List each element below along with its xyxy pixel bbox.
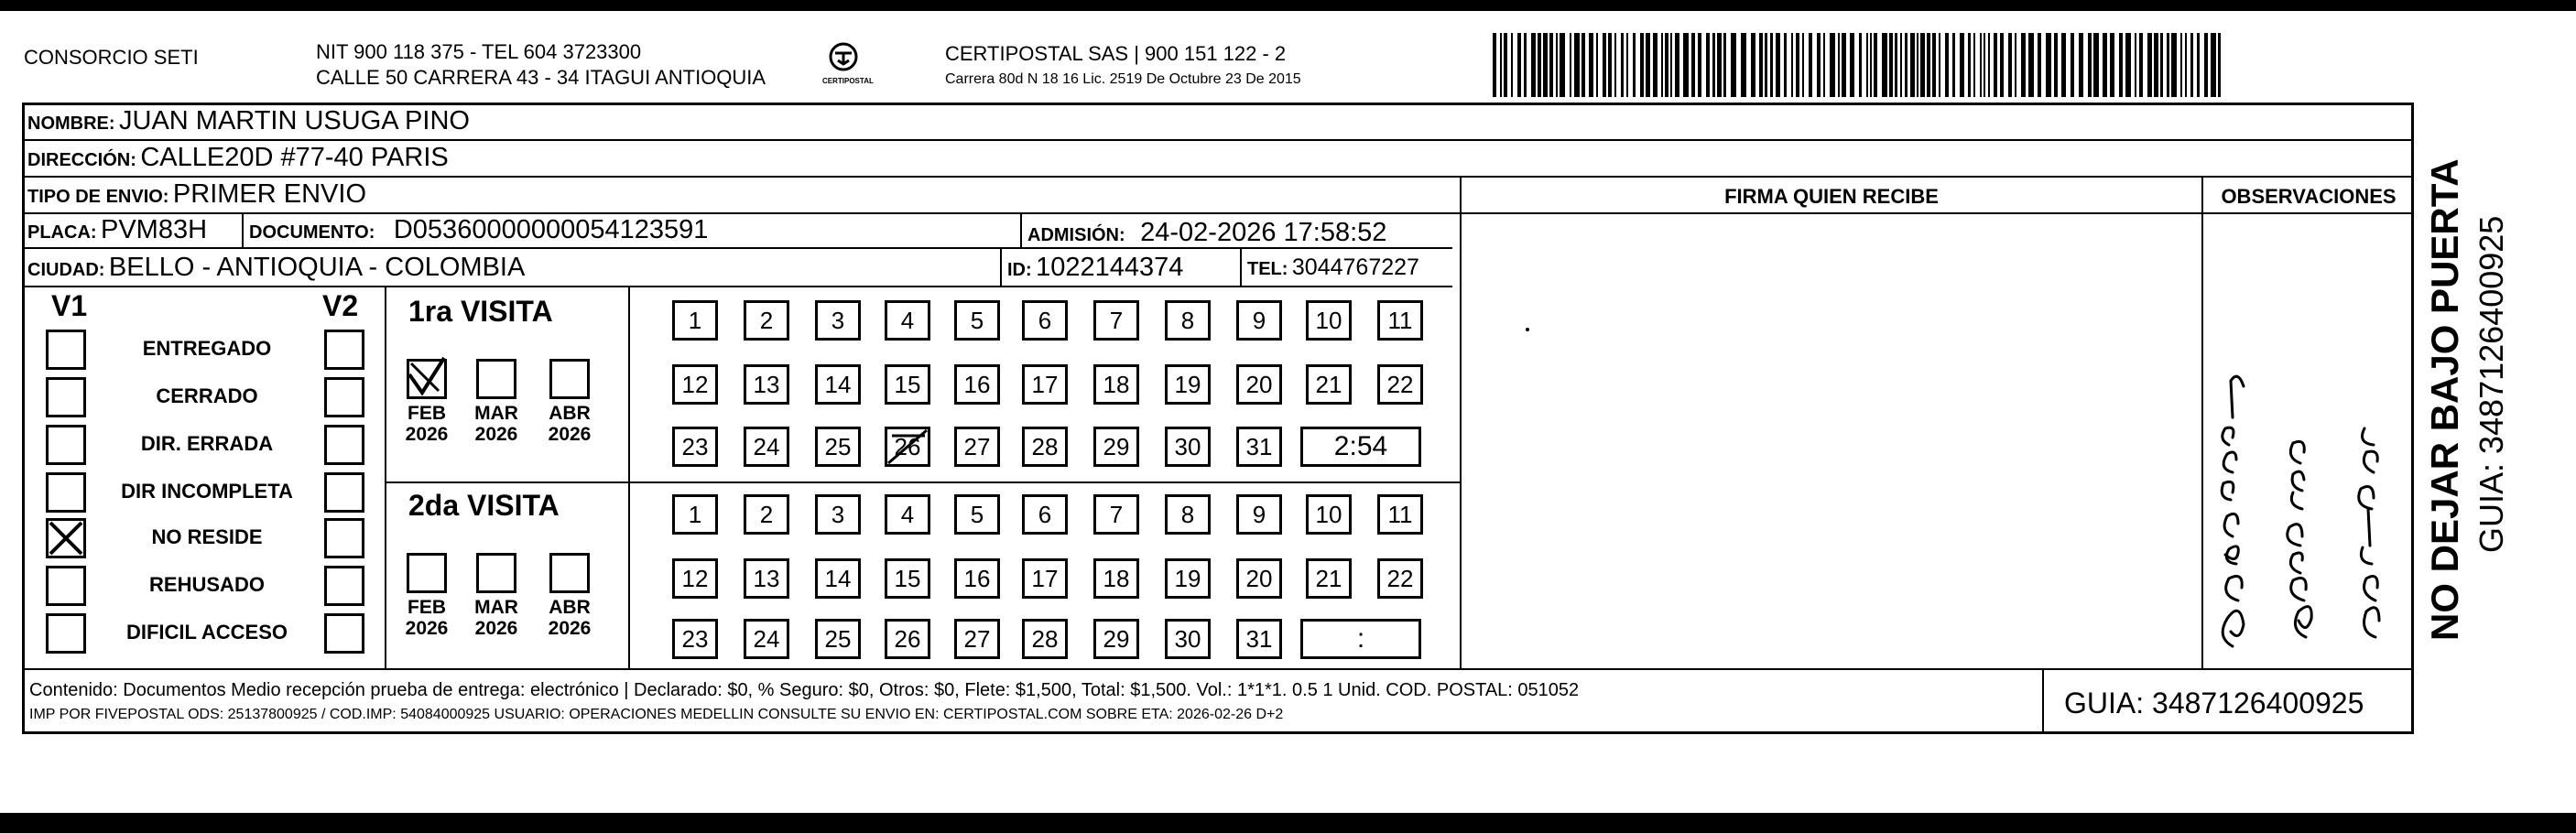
barcode-bar — [1538, 33, 1541, 97]
day-box[interactable]: 30 — [1165, 427, 1211, 467]
barcode-bar — [1759, 33, 1763, 97]
barcode-bar — [1939, 33, 1940, 97]
day-box[interactable]: 10 — [1306, 300, 1352, 341]
day-box[interactable]: 12 — [672, 558, 718, 599]
tel-field — [1247, 256, 1419, 279]
barcode-bar — [1945, 33, 1949, 97]
barcode-bar — [2218, 33, 2221, 97]
day-box[interactable]: 1 — [672, 300, 718, 341]
barcode-bar — [1574, 33, 1580, 97]
admision-label: ADMISIÓN: — [1027, 225, 1125, 245]
day-box[interactable]: 9 — [1236, 300, 1282, 341]
barcode-bar — [2125, 33, 2131, 97]
barcode-bar — [1809, 33, 1812, 97]
state-label: REHUSADO — [149, 573, 265, 596]
v2-checkbox[interactable] — [324, 518, 364, 558]
barcode-bar — [2000, 33, 2004, 97]
tipo-value: PRIMER ENVIO — [172, 179, 367, 209]
barcode-bar — [1646, 33, 1650, 97]
footer-line-2: IMP POR FIVEPOSTAL ODS: 25137800925 / COD.IMP: 54084000925 USUARIO: OPERACIONES MEDELLIN CONSULTE SU ENVIO EN: CERTIPOSTAL.COM SOBRE ETA: 2026-02-26 D+2 — [29, 707, 1284, 722]
divider-months — [628, 286, 630, 668]
barcode-bar — [1493, 33, 1496, 97]
barcode-bar — [1741, 33, 1746, 97]
barcode-bar — [1524, 33, 1527, 97]
month-name: ABR — [549, 597, 591, 618]
company-name: CONSORCIO SETI — [24, 46, 199, 69]
month-name: FEB — [408, 403, 446, 424]
day-box[interactable]: 2 — [744, 494, 789, 535]
rule-5 — [24, 286, 1452, 287]
day-box[interactable]: 2 — [744, 300, 789, 341]
id-field — [1007, 254, 1183, 281]
day-box[interactable]: 20 — [1236, 558, 1282, 599]
month-checkbox[interactable] — [476, 553, 516, 593]
side-warning: NO DEJAR BAJO PUERTA — [2423, 158, 2466, 641]
barcode-bar — [1765, 33, 1767, 97]
day-box[interactable]: 4 — [885, 300, 930, 341]
id-label: ID: — [1007, 260, 1032, 280]
barcode-bar — [2088, 33, 2092, 97]
barcode-bar — [1802, 33, 1804, 97]
day-box[interactable]: 23 — [672, 427, 718, 467]
day-box[interactable]: 18 — [1093, 558, 1139, 599]
barcode-bar — [1608, 33, 1612, 97]
barcode-bar — [1889, 33, 1893, 97]
firma-mark — [1526, 328, 1529, 331]
day-box[interactable]: 10 — [1306, 494, 1352, 535]
barcode-bar — [1596, 33, 1598, 97]
barcode-bar — [1823, 33, 1825, 97]
barcode-bar — [2015, 33, 2016, 97]
day-box[interactable]: 30 — [1165, 619, 1211, 659]
barcode-bar — [2135, 33, 2136, 97]
barcode-bar — [1842, 33, 1846, 97]
first-visit-title: 1ra VISITA — [408, 295, 553, 328]
v2-checkbox[interactable] — [324, 613, 364, 654]
barcode-bar — [1675, 33, 1679, 97]
ciudad-field — [27, 254, 525, 281]
month-label — [397, 403, 456, 445]
day-box[interactable]: 31 — [1236, 619, 1282, 659]
barcode-bar — [2054, 33, 2058, 97]
rule-4 — [24, 247, 1452, 249]
day-box[interactable]: 15 — [885, 364, 930, 405]
barcode-bar — [2103, 33, 2107, 97]
barcode-bar — [1870, 33, 1872, 97]
day-box[interactable]: 19 — [1165, 558, 1211, 599]
barcode-bar — [1791, 33, 1793, 97]
day-box[interactable]: 27 — [954, 619, 1000, 659]
day-box[interactable]: 12 — [672, 364, 718, 405]
barcode-bar — [1504, 33, 1507, 97]
barcode-bar — [1838, 33, 1840, 97]
barcode-bar — [1770, 33, 1773, 97]
day-box[interactable]: 29 — [1093, 619, 1139, 659]
barcode-bar — [1817, 33, 1821, 97]
day-box[interactable]: 25 — [815, 619, 861, 659]
barcode-bar — [2110, 33, 2114, 97]
state-label: DIR INCOMPLETA — [121, 480, 293, 503]
rule-6 — [1462, 212, 2414, 214]
month-checkbox[interactable] — [407, 553, 447, 593]
barcode-bar — [1850, 33, 1854, 97]
barcode-bar — [1952, 33, 1955, 97]
barcode-bar — [2171, 33, 2177, 97]
barcode-bar — [1910, 33, 1915, 97]
barcode-bar — [1549, 33, 1553, 97]
barcode-bar — [1500, 33, 1502, 97]
admision-field — [1027, 220, 1386, 246]
barcode-bar — [2061, 33, 2066, 97]
month-label — [397, 597, 456, 639]
day-box[interactable]: 17 — [1022, 558, 1068, 599]
v2-checkbox[interactable] — [324, 566, 364, 606]
month-checkbox[interactable] — [549, 553, 590, 593]
barcode-bar — [1776, 33, 1780, 97]
month-checkbox[interactable] — [407, 359, 447, 399]
divider-states — [385, 286, 386, 668]
documento-label: DOCUMENTO: — [249, 222, 375, 243]
barcode-bar — [2190, 33, 2193, 97]
barcode-bar — [1683, 33, 1689, 97]
tel-value: 3044767227 — [1291, 254, 1419, 280]
barcode-bar — [1984, 33, 1985, 97]
barcode-bar — [1698, 33, 1701, 97]
check-mark-icon — [404, 354, 450, 400]
barcode-bar — [1603, 33, 1606, 97]
month-label — [540, 597, 599, 639]
time-box[interactable]: : — [1300, 619, 1421, 659]
direccion-value: CALLE20D #77-40 PARIS — [140, 143, 449, 172]
barcode-bar — [1560, 33, 1565, 97]
barcode-bar — [1661, 33, 1663, 97]
day-box[interactable]: 5 — [954, 494, 1000, 535]
barcode-bar — [2038, 33, 2041, 97]
day-box[interactable]: 7 — [1093, 494, 1139, 535]
ciudad-label: CIUDAD: — [27, 260, 105, 280]
v1-checkbox[interactable] — [46, 425, 86, 465]
barcode-bar — [1882, 33, 1887, 97]
divider-placa — [242, 212, 244, 249]
month-label — [467, 403, 526, 445]
barcode-bar — [2147, 33, 2152, 97]
nit-line: NIT 900 118 375 - TEL 604 3723300 — [316, 40, 642, 63]
month-year: 2026 — [405, 618, 449, 640]
barcode-bar — [1917, 33, 1918, 97]
v1-checkbox[interactable] — [46, 472, 86, 513]
v1-label: V1 — [51, 289, 88, 322]
barcode-bar — [1581, 33, 1585, 97]
barcode-bar — [1531, 33, 1536, 97]
state-label: DIR. ERRADA — [140, 432, 274, 455]
col-divider-firma — [1460, 176, 1462, 668]
month-label — [467, 597, 526, 639]
barcode-bar — [1723, 33, 1726, 97]
day-box[interactable]: 26 — [885, 619, 930, 659]
barcode-bar — [1556, 33, 1558, 97]
day-box[interactable]: 3 — [815, 300, 861, 341]
barcode-bar — [2167, 33, 2169, 97]
barcode-bar — [1633, 33, 1636, 97]
v1-checkbox[interactable] — [46, 566, 86, 606]
barcode-bar — [1905, 33, 1908, 97]
day-box[interactable]: 6 — [1022, 494, 1068, 535]
day-box[interactable]: 13 — [744, 364, 789, 405]
day-box[interactable]: 17 — [1022, 364, 1068, 405]
barcode-bar — [1859, 33, 1862, 97]
day-box[interactable]: 6 — [1022, 300, 1068, 341]
day-box[interactable]: 14 — [815, 364, 861, 405]
month-name: FEB — [408, 597, 446, 618]
barcode-bar — [1830, 33, 1835, 97]
direccion-label: DIRECCIÓN: — [27, 150, 136, 170]
barcode-bar — [1621, 33, 1624, 97]
barcode-bar — [1653, 33, 1658, 97]
day-box[interactable]: 9 — [1236, 494, 1282, 535]
barcode-bar — [2185, 33, 2187, 97]
day-box[interactable]: 11 — [1377, 300, 1423, 341]
v1-checkbox[interactable] — [46, 330, 86, 370]
day-box[interactable]: 24 — [744, 427, 789, 467]
barcode-bar — [1874, 33, 1877, 97]
barcode-bar — [1543, 33, 1548, 97]
barcode-bar — [2204, 33, 2208, 97]
v2-checkbox[interactable] — [324, 425, 364, 465]
day-box[interactable]: 1 — [672, 494, 718, 535]
barcode-bar — [1927, 33, 1930, 97]
barcode-bar — [1895, 33, 1897, 97]
barcode-bar — [2046, 33, 2051, 97]
barcode-bar — [2139, 33, 2143, 97]
barcode-bar — [2160, 33, 2163, 97]
month-year: 2026 — [474, 618, 518, 640]
month-checkbox[interactable] — [549, 359, 590, 399]
strike-mark-icon — [885, 427, 930, 467]
day-box[interactable]: 23 — [672, 619, 718, 659]
tipo-row — [27, 181, 366, 208]
day-box[interactable]: 3 — [815, 494, 861, 535]
logo-text: CERTIPOSTAL — [822, 77, 874, 85]
barcode-bar — [1973, 33, 1975, 97]
day-box[interactable]: 7 — [1093, 300, 1139, 341]
barcode-bar — [1691, 33, 1695, 97]
divider-admision — [1020, 212, 1022, 249]
nombre-label: NOMBRE: — [27, 114, 115, 134]
day-box[interactable]: 8 — [1165, 300, 1211, 341]
state-label: ENTREGADO — [142, 337, 272, 360]
day-box[interactable]: 16 — [954, 364, 1000, 405]
day-box[interactable]: 29 — [1093, 427, 1139, 467]
v1-checkbox[interactable] — [46, 377, 86, 417]
day-box[interactable]: 11 — [1377, 494, 1423, 535]
placa-label: PLACA: — [27, 222, 97, 243]
day-box[interactable]: 16 — [954, 558, 1000, 599]
top-border-bar — [0, 0, 2576, 11]
tipo-label: TIPO DE ENVIO: — [27, 187, 169, 207]
barcode-bar — [2021, 33, 2026, 97]
day-box[interactable]: 18 — [1093, 364, 1139, 405]
day-box[interactable]: 24 — [744, 619, 789, 659]
second-visit-title: 2da VISITA — [408, 489, 560, 522]
day-box[interactable]: 5 — [954, 300, 1000, 341]
barcode-bar — [2079, 33, 2083, 97]
footer-guia: GUIA: 3487126400925 — [2064, 687, 2364, 719]
barcode-bar — [1717, 33, 1722, 97]
barcode-bar — [1994, 33, 1997, 97]
barcode-bar — [1796, 33, 1799, 97]
month-year: 2026 — [548, 424, 592, 446]
barcode-bar — [2154, 33, 2158, 97]
state-label: DIFICIL ACCESO — [125, 621, 288, 644]
barcode-bar — [1670, 33, 1672, 97]
barcode-bar — [1589, 33, 1593, 97]
day-box[interactable]: 21 — [1306, 364, 1352, 405]
day-box[interactable]: 28 — [1022, 619, 1068, 659]
documento-field — [249, 217, 708, 243]
barcode-bar — [1731, 33, 1736, 97]
divider-id — [1000, 247, 1002, 286]
month-name: MAR — [474, 403, 518, 424]
admision-value: 24-02-2026 17:58:52 — [1140, 218, 1387, 247]
bottom-border-bar — [0, 813, 2576, 833]
barcode-bar — [1706, 33, 1710, 97]
barcode-bar — [2008, 33, 2012, 97]
state-label: CERRADO — [156, 384, 258, 407]
day-box[interactable]: 15 — [885, 558, 930, 599]
x-mark-icon — [49, 521, 83, 556]
license-line: Carrera 80d N 18 16 Lic. 2519 De Octubre 23 De 2015 — [945, 71, 1301, 87]
observaciones-handwriting — [2205, 216, 2412, 665]
barcode-bar — [1932, 33, 1936, 97]
ciudad-value: BELLO - ANTIOQUIA - COLOMBIA — [108, 253, 526, 282]
barcode-bar — [1570, 33, 1571, 97]
barcode-bar — [1751, 33, 1755, 97]
day-box[interactable]: 22 — [1377, 364, 1423, 405]
barcode-bar — [1920, 33, 1925, 97]
state-label: NO RESIDE — [151, 525, 263, 548]
col-divider-obs — [2201, 176, 2203, 668]
documento-value: D05360000000054123591 — [393, 215, 709, 244]
v2-label: V2 — [322, 289, 359, 322]
barcode-bar — [2119, 33, 2123, 97]
month-label — [540, 403, 599, 445]
rule-2 — [24, 176, 2414, 178]
barcode-bar — [1784, 33, 1787, 97]
address-line: CALLE 50 CARRERA 43 - 34 ITAGUI ANTIOQUIA — [316, 66, 766, 89]
side-guia: GUIA: 3487126400925 — [2473, 215, 2510, 553]
barcode-bar — [1968, 33, 1971, 97]
barcode-bar — [1900, 33, 1902, 97]
day-box[interactable]: 27 — [954, 427, 1000, 467]
barcode-bar — [1511, 33, 1513, 97]
month-name: MAR — [474, 597, 518, 618]
v1-checkbox[interactable] — [46, 613, 86, 654]
barcode-bar — [1626, 33, 1628, 97]
day-box[interactable]: 26 — [885, 427, 930, 467]
footer-line-1: Contenido: Documentos Medio recepción prueba de entrega: electrónico | Declarado: $0, % Seguro: $0, Otros: $0, Flete: $1,500, Total: $1,500. Vol.: 1*1*1. 0.5 1 Unid. COD. POSTAL: 051052 — [29, 680, 1580, 700]
v2-checkbox[interactable] — [324, 472, 364, 513]
month-year: 2026 — [548, 618, 592, 640]
v2-checkbox[interactable] — [324, 377, 364, 417]
day-box[interactable]: 8 — [1165, 494, 1211, 535]
barcode-bar — [2028, 33, 2034, 97]
firma-header: FIRMA QUIEN RECIBE — [1724, 185, 1939, 208]
barcode-bar — [1517, 33, 1521, 97]
divider-footer-guia — [2042, 668, 2044, 734]
day-box[interactable]: 20 — [1236, 364, 1282, 405]
month-name: ABR — [549, 403, 591, 424]
id-value: 1022144374 — [1036, 253, 1184, 282]
placa-field — [27, 217, 207, 243]
day-box[interactable]: 21 — [1306, 558, 1352, 599]
v2-checkbox[interactable] — [324, 330, 364, 370]
month-checkbox[interactable] — [476, 359, 516, 399]
barcode-bar — [1980, 33, 1982, 97]
barcode-bar — [2180, 33, 2182, 97]
barcode — [1493, 33, 2225, 97]
day-box[interactable]: 28 — [1022, 427, 1068, 467]
day-box[interactable]: 25 — [815, 427, 861, 467]
month-year: 2026 — [474, 424, 518, 446]
day-box[interactable]: 13 — [744, 558, 789, 599]
certipostal-line: CERTIPOSTAL SAS | 900 151 122 - 2 — [945, 42, 1287, 65]
nombre-value: JUAN MARTIN USUGA PINO — [119, 106, 470, 135]
tel-label: TEL: — [1247, 259, 1288, 279]
day-box[interactable]: 31 — [1236, 427, 1282, 467]
direccion-row — [27, 145, 449, 171]
barcode-bar — [2211, 33, 2216, 97]
barcode-bar — [1665, 33, 1668, 97]
nombre-row — [27, 108, 470, 135]
barcode-bar — [2071, 33, 2074, 97]
barcode-bar — [1960, 33, 1964, 97]
certipostal-logo — [822, 38, 874, 88]
divider-tel — [1240, 247, 1242, 286]
barcode-bar — [1614, 33, 1616, 97]
barcode-bar — [1988, 33, 1990, 97]
placa-value: PVM83H — [101, 215, 208, 244]
rule-1 — [24, 139, 2414, 141]
month-year: 2026 — [405, 424, 449, 446]
rule-footer — [22, 668, 2414, 670]
v1-checkbox[interactable] — [46, 518, 86, 558]
day-box[interactable]: 22 — [1377, 558, 1423, 599]
day-box[interactable]: 14 — [815, 558, 861, 599]
barcode-bar — [1712, 33, 1715, 97]
day-box[interactable]: 4 — [885, 494, 930, 535]
barcode-bar — [2197, 33, 2200, 97]
barcode-bar — [1640, 33, 1644, 97]
time-box[interactable]: 2:54 — [1300, 427, 1421, 467]
day-box[interactable]: 19 — [1165, 364, 1211, 405]
barcode-bar — [2093, 33, 2099, 97]
barcode-bar — [1866, 33, 1868, 97]
observaciones-header: OBSERVACIONES — [2221, 185, 2397, 208]
divider-visits — [385, 481, 1460, 483]
